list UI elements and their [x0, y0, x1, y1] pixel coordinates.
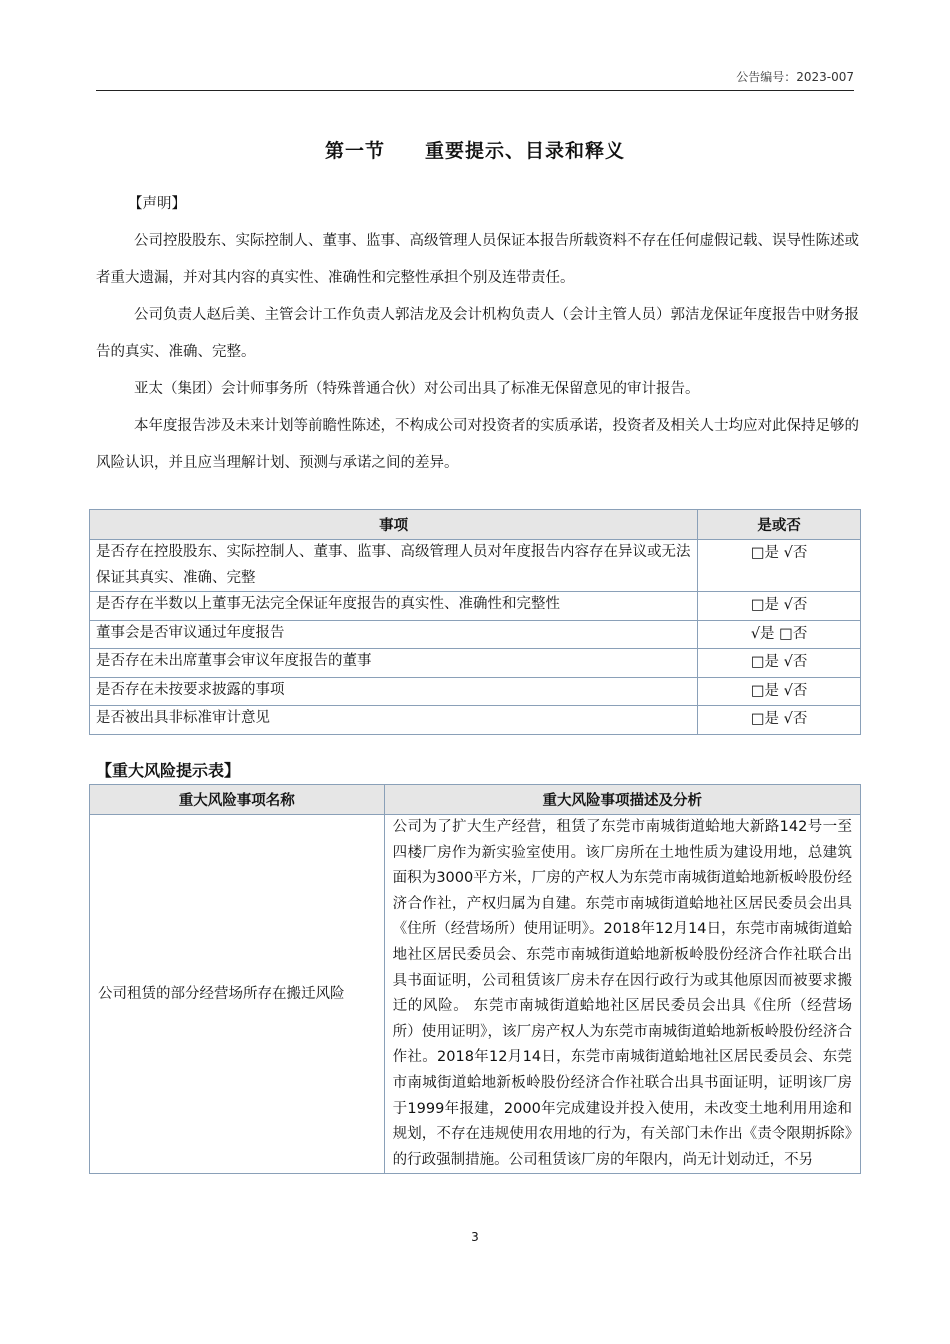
table-row [90, 592, 861, 621]
declaration-heading: 【声明】 [128, 196, 186, 212]
column-header-risk-description: 重大风险事项描述及分析 [384, 785, 860, 815]
declaration-paragraph: 公司控股股东、实际控制人、董事、监事、高级管理人员保证本报告所载资料不存在任何虚假记载、误导性陈述或者重大遗漏，并对其内容的真实性、准确性和完整性承担个别及连带责任。 [96, 233, 859, 286]
column-header-matter: 事项 [90, 510, 698, 540]
section-number: 第一节 [324, 140, 385, 162]
matter-question: 董事会是否审议通过年度报告 [90, 620, 698, 649]
matter-answer: □是 √否 [698, 592, 861, 621]
section-title [0, 136, 950, 163]
table-header-row [90, 510, 861, 540]
matter-answer: □是 √否 [698, 540, 861, 592]
matters-table [89, 509, 861, 735]
table-header-row [90, 785, 861, 815]
table-row [90, 620, 861, 649]
page-header [96, 66, 854, 91]
column-header-risk-name: 重大风险事项名称 [90, 785, 385, 815]
risk-table-heading: 【重大风险提示表】 [96, 761, 241, 780]
declaration-paragraph: 本年度报告涉及未来计划等前瞻性陈述，不构成公司对投资者的实质承诺，投资者及相关人士均应对此保持足够的风险认识，并且应当理解计划、预测与承诺之间的差异。 [96, 418, 859, 471]
declaration-paragraph: 亚太（集团）会计师事务所（特殊普通合伙）对公司出具了标准无保留意见的审计报告。 [134, 381, 700, 397]
matter-answer: □是 √否 [698, 649, 861, 678]
matter-question: 是否存在未出席董事会审议年度报告的董事 [90, 649, 698, 678]
matter-answer: □是 √否 [698, 706, 861, 735]
matter-question: 是否存在未按要求披露的事项 [90, 677, 698, 706]
section-title-text: 重要提示、目录和释义 [425, 140, 626, 162]
table-row [90, 540, 861, 592]
matter-question: 是否存在控股股东、实际控制人、董事、监事、高级管理人员对年度报告内容存在异议或无法保证其真实、准确、完整 [90, 540, 698, 592]
matter-question: 是否存在半数以上董事无法完全保证年度报告的真实性、准确性和完整性 [90, 592, 698, 621]
matter-question: 是否被出具非标准审计意见 [90, 706, 698, 735]
report-code: 公告编号：2023-007 [736, 70, 854, 84]
declaration-paragraph: 公司负责人赵后美、主管会计工作负责人郭洁龙及会计机构负责人（会计主管人员）郭洁龙保证年度报告中财务报告的真实、准确、完整。 [96, 307, 859, 360]
page-number: 3 [471, 1230, 479, 1244]
risk-description: 公司为了扩大生产经营，租赁了东莞市南城街道蛤地大新路142号一至四楼厂房作为新实验室使用。该厂房所在土地性质为建设用地，总建筑面积为3000平方米，厂房的产权人为东莞市南城街道蛤地新板岭股份经济合作社，产权归属为自建。东莞市南城街道蛤地社区居民委员会出具《住所（经营场所）使用证明》。2018年12月14日，东莞市南城街道蛤地社区居民委员会、东莞市南城街道蛤地新板岭股份经济合作社联合出具书面证明，公司租赁该厂房未存在因行政行为或其他原因而被要求搬迁的风险。 东莞市南城街道蛤地社区居民委员会出具《住所（经营场所）使用证明》，该厂房产权人为东莞市南城街道蛤地新板岭股份经济合作社。2018年12月14日，东莞市南城街道蛤地社区居民委员会、东莞市南城街道蛤地新板岭股份经济合作社联合出具书面证明，证明该厂房于1999年报建，2000年完成建设并投入使用，未改变土地利用用途和规划，不存在违规使用农用地的行为，有关部门未作出《责令限期拆除》的行政强制措施。公司租赁该厂房的年限内，尚无计划动迁，不另 [384, 815, 860, 1174]
table-row [90, 706, 861, 735]
matter-answer: √是 □否 [698, 620, 861, 649]
table-row [90, 815, 861, 1174]
table-row [90, 677, 861, 706]
table-row [90, 649, 861, 678]
risk-name: 公司租赁的部分经营场所存在搬迁风险 [90, 815, 385, 1174]
column-header-yes-no: 是或否 [698, 510, 861, 540]
risk-table [89, 784, 861, 1174]
matter-answer: □是 √否 [698, 677, 861, 706]
